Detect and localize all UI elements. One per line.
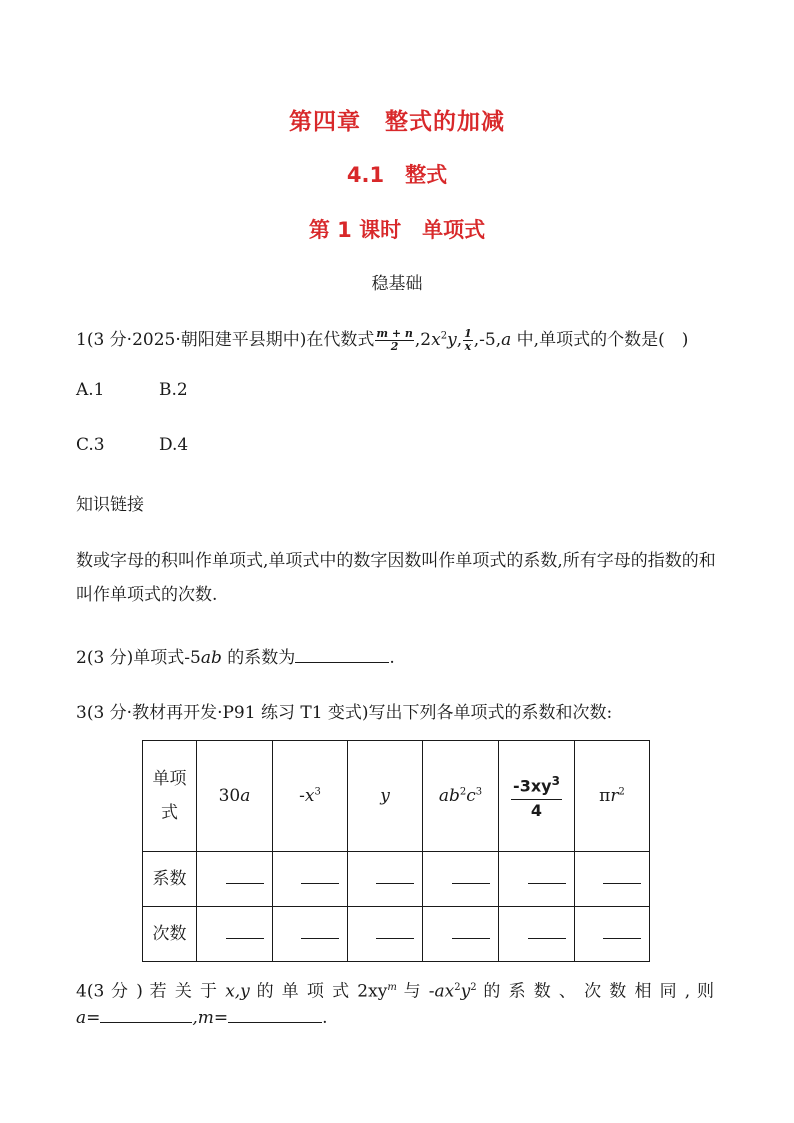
q1-frac2-den: x: [464, 340, 472, 353]
coef-blank[interactable]: [575, 852, 650, 907]
q1-suffix: 中,单项式的个数是( ): [511, 330, 689, 350]
degree-blank[interactable]: [273, 907, 348, 962]
section-title: 4.1 整式: [346, 163, 448, 187]
q4-xy: x,y: [225, 981, 250, 1002]
q1-fraction-2: [463, 328, 473, 353]
knowledge-text: 数或字母的积叫作单项式,单项式中的数字因数叫作单项式的系数,所有字母的指数的和叫作单项式的次数.: [76, 551, 716, 605]
monomial-neg-x3: $-x^3$: [273, 741, 348, 852]
table-row: [143, 741, 650, 852]
q1-frac1-den: 2: [390, 340, 399, 353]
q1-fraction-1: [375, 328, 414, 353]
question-4: 4(3 分 ) 若 关 于 x,y 的 单 项 式 $2xy^m$ 与 $-ax^2y^2$ 的 系 数 、 次 数 相 同 , 则: [76, 981, 714, 1002]
q1-option-a[interactable]: A.1: [76, 380, 105, 400]
q4-m-blank[interactable]: [228, 1021, 322, 1023]
q1-mid: ,2: [414, 330, 432, 350]
degree-blank[interactable]: [575, 907, 650, 962]
question-4-answers: a= ,m= .: [76, 1008, 328, 1028]
question-1: 1(3 分·2025·朝阳建平县期中)在代数式 $\frac{m + n}{2}$ $,2x^2y$, $\frac{1}{x}$ ,-5,a 中,单项式的个数是( ): [76, 327, 689, 353]
coef-blank[interactable]: [423, 852, 499, 907]
q1-x: x: [431, 330, 441, 350]
coef-blank[interactable]: [197, 852, 273, 907]
row-header-degree: 次数: [143, 907, 197, 962]
monomial-ab2c3: $ab^2c^3$: [423, 741, 499, 852]
q1-option-d[interactable]: D.4: [159, 435, 189, 455]
degree-blank[interactable]: [348, 907, 423, 962]
degree-blank[interactable]: [197, 907, 273, 962]
q1-var-a: a: [501, 330, 512, 350]
row-header-monomial: 单项式: [143, 741, 197, 852]
lesson-title: 第 1 课时 单项式: [308, 218, 486, 242]
q4-a-label: a=: [76, 1008, 101, 1028]
q2-answer-blank[interactable]: [295, 661, 389, 663]
q4-m-label: ,m=: [192, 1008, 229, 1028]
table-row: [143, 852, 650, 907]
coef-blank[interactable]: [348, 852, 423, 907]
q1-frac2-num: 1: [464, 327, 472, 340]
q2-var: ab: [200, 648, 222, 668]
monomial-y: y: [348, 741, 423, 852]
q2-mid: 的系数为: [221, 648, 296, 668]
row-header-coefficient: 系数: [143, 852, 197, 907]
monomial-30a: 30a: [197, 741, 273, 852]
degree-blank[interactable]: [423, 907, 499, 962]
q1-frac1-num: m + n: [376, 327, 413, 340]
q1-tail: ,-5,: [473, 330, 502, 350]
chapter-title: 第四章 整式的加减: [289, 109, 505, 135]
q4-a-blank[interactable]: [100, 1021, 192, 1023]
q2-prefix: 2(3 分)单项式-5: [76, 648, 201, 668]
question-2: [76, 643, 395, 668]
degree-blank[interactable]: [499, 907, 575, 962]
q1-y: y: [447, 330, 457, 350]
question-3: 3(3 分·教材再开发·P91 练习 T1 变式)写出下列各单项式的系数和次数:: [76, 703, 613, 723]
q1-option-c[interactable]: C.3: [76, 435, 105, 455]
monomial-fraction: $\frac{-3xy^3}{4}$: [499, 741, 575, 852]
coef-blank[interactable]: [499, 852, 575, 907]
monomial-table: [142, 740, 650, 962]
table-row: [143, 907, 650, 962]
section-label: 稳基础: [371, 274, 423, 294]
q1-prefix: 1(3 分·2025·朝阳建平县期中)在代数式: [76, 330, 375, 350]
q1-option-b[interactable]: B.2: [159, 380, 188, 400]
coef-blank[interactable]: [273, 852, 348, 907]
knowledge-title: 知识链接: [76, 495, 144, 515]
q2-suffix: .: [389, 648, 395, 668]
q1-exp: 2: [440, 330, 448, 342]
monomial-pi: $\pi r^2$: [575, 741, 650, 852]
